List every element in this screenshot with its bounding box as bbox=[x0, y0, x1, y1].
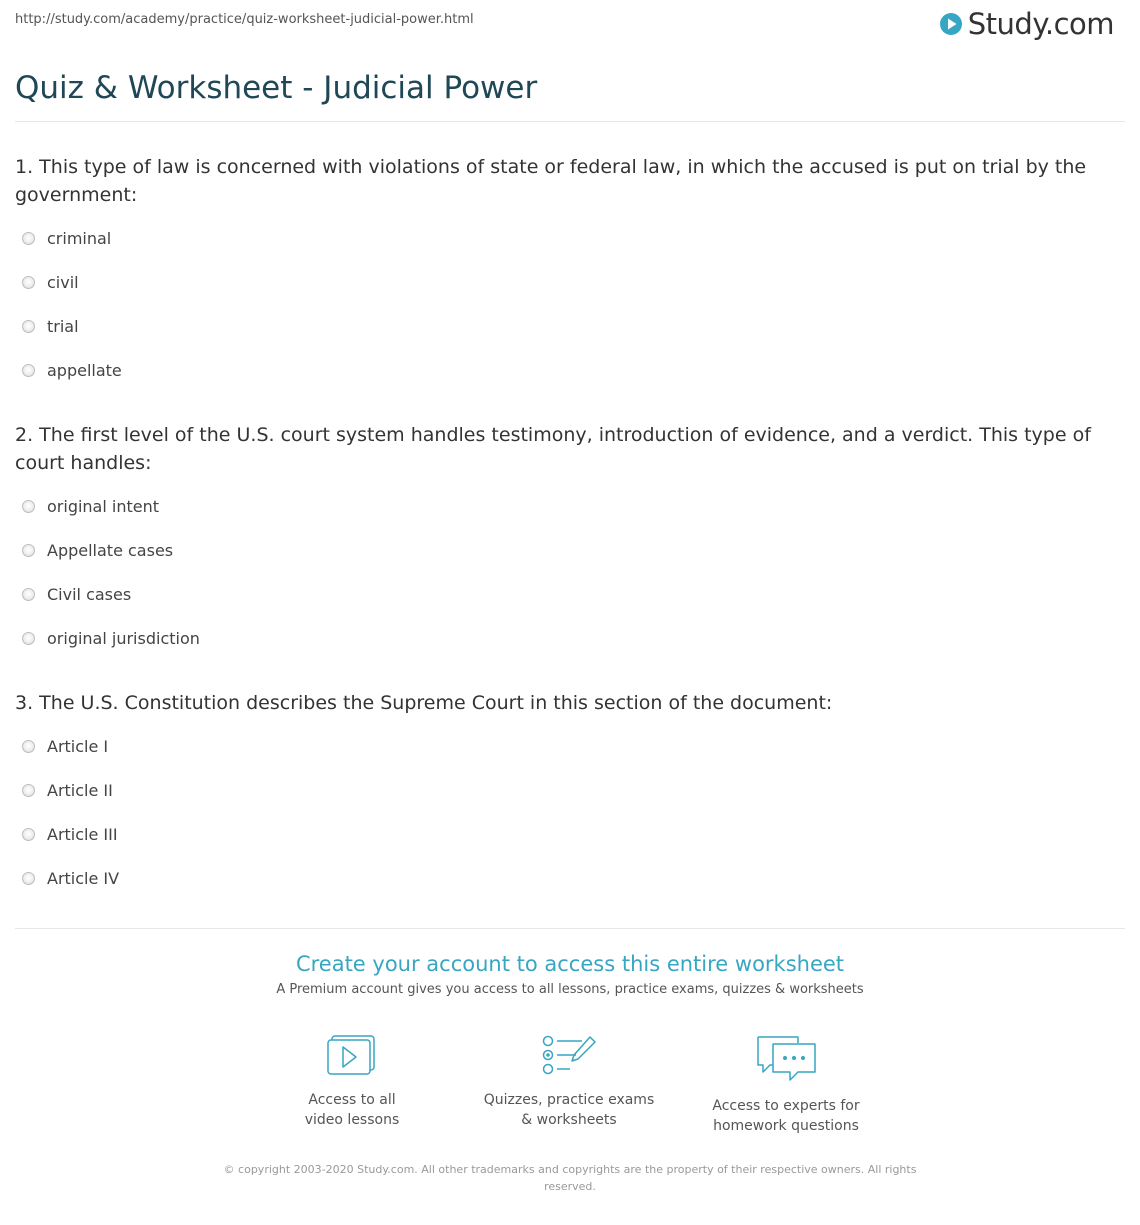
radio-button[interactable] bbox=[22, 828, 35, 841]
answer-option[interactable] bbox=[22, 734, 108, 758]
radio-button[interactable] bbox=[22, 784, 35, 797]
radio-button[interactable] bbox=[22, 500, 35, 513]
answer-option[interactable] bbox=[22, 358, 122, 382]
radio-button[interactable] bbox=[22, 320, 35, 333]
header-divider bbox=[15, 121, 1125, 122]
cta-subtitle: A Premium account gives you access to all lessons, practice exams, quizzes & worksheets bbox=[276, 982, 864, 997]
radio-button[interactable] bbox=[22, 740, 35, 753]
answer-label: original intent bbox=[47, 496, 160, 516]
answer-option[interactable] bbox=[22, 582, 131, 606]
answer-option[interactable] bbox=[22, 226, 111, 250]
chat-bubbles-icon bbox=[754, 1034, 818, 1086]
video-lessons-icon bbox=[325, 1034, 379, 1080]
cta-title[interactable]: Create your account to access this entire worksheet bbox=[295, 952, 845, 976]
answer-label: Article II bbox=[47, 780, 113, 800]
answer-option[interactable] bbox=[22, 538, 173, 562]
answer-label: Appellate cases bbox=[47, 540, 174, 560]
answer-label: appellate bbox=[47, 360, 122, 380]
feature-experts bbox=[686, 1034, 886, 1136]
answer-option[interactable] bbox=[22, 626, 200, 650]
answer-option[interactable] bbox=[22, 866, 119, 890]
feature-label: Access to all video lessons bbox=[304, 1092, 400, 1128]
quiz-checklist-icon bbox=[540, 1034, 598, 1080]
radio-button[interactable] bbox=[22, 544, 35, 557]
answer-label: original jurisdiction bbox=[47, 628, 200, 648]
answer-label: Article I bbox=[47, 736, 109, 756]
answer-option[interactable] bbox=[22, 270, 79, 294]
answer-option[interactable] bbox=[22, 822, 118, 846]
feature-label: Quizzes, practice exams & worksheets bbox=[483, 1092, 655, 1128]
answer-label: trial bbox=[47, 316, 79, 336]
copyright-footer: © copyright 2003-2020 Study.com. All other trademarks and copyrights are the property of their respective owners. All rights reserved. bbox=[223, 1163, 917, 1193]
page-url: http://study.com/academy/practice/quiz-worksheet-judicial-power.html bbox=[15, 12, 474, 27]
radio-button[interactable] bbox=[22, 588, 35, 601]
page-title: Quiz & Worksheet - Judicial Power bbox=[15, 70, 538, 106]
play-logo-icon bbox=[939, 12, 963, 36]
radio-button[interactable] bbox=[22, 276, 35, 289]
question-3: 3. The U.S. Constitution describes the Supreme Court in this section of the document: bbox=[15, 692, 833, 714]
question-1: 1. This type of law is concerned with violations of state or federal law, in which the accused is put on trial by the government: bbox=[15, 156, 1087, 206]
answer-label: civil bbox=[47, 272, 79, 292]
radio-button[interactable] bbox=[22, 632, 35, 645]
answer-option[interactable] bbox=[22, 494, 159, 518]
answer-label: criminal bbox=[47, 228, 112, 248]
question-2: 2. The first level of the U.S. court system handles testimony, introduction of evidence, and a verdict. This type of court handles: bbox=[15, 424, 1091, 474]
answer-option[interactable] bbox=[22, 314, 79, 338]
cta-divider bbox=[15, 928, 1125, 929]
feature-video-lessons bbox=[252, 1034, 452, 1130]
study-logo[interactable] bbox=[939, 8, 1114, 40]
answer-label: Civil cases bbox=[47, 584, 132, 604]
radio-button[interactable] bbox=[22, 872, 35, 885]
answer-option[interactable] bbox=[22, 778, 113, 802]
feature-quizzes bbox=[469, 1034, 669, 1130]
answer-label: Article IV bbox=[47, 868, 120, 888]
radio-button[interactable] bbox=[22, 364, 35, 377]
feature-label: Access to experts for homework questions bbox=[712, 1098, 860, 1134]
answer-label: Article III bbox=[47, 824, 118, 844]
logo-text: Study.com bbox=[967, 7, 1114, 41]
radio-button[interactable] bbox=[22, 232, 35, 245]
